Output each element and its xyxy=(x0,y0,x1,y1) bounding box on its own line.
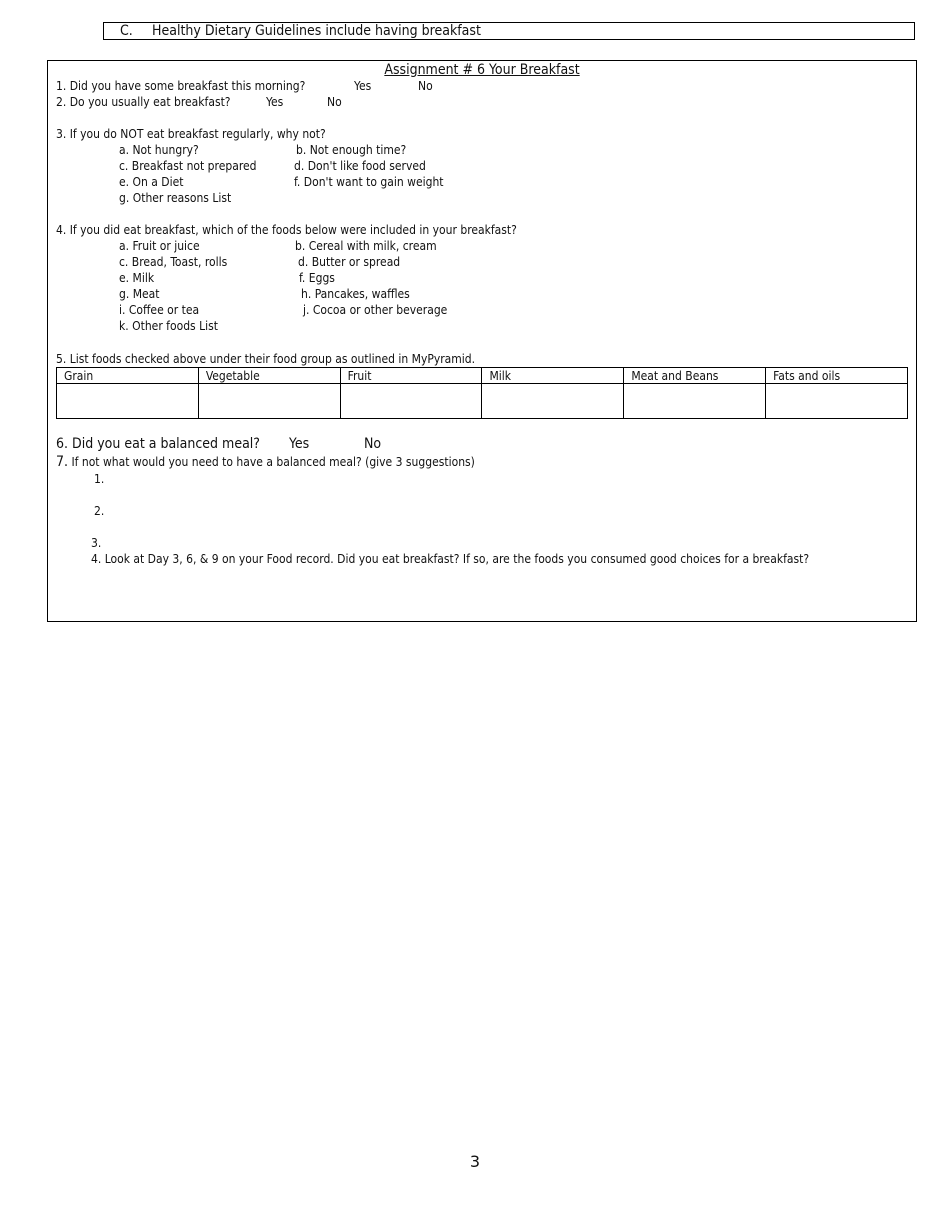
meat-and-beans-entry-cell[interactable] xyxy=(624,384,766,419)
page-number: 3 xyxy=(469,1152,481,1171)
q4-option-j[interactable]: j. Cocoa or other beverage xyxy=(303,303,448,317)
assignment-title: Assignment # 6 Your Breakfast xyxy=(384,62,580,78)
column-fruit: Fruit xyxy=(340,368,482,384)
q3-option-g[interactable]: g. Other reasons List xyxy=(119,191,232,205)
column-grain: Grain xyxy=(57,368,199,384)
column-meat-and-beans: Meat and Beans xyxy=(624,368,766,384)
q3-option-b[interactable]: b. Not enough time? xyxy=(296,143,407,157)
q4-option-h[interactable]: h. Pancakes, waffles xyxy=(301,287,410,301)
question-food-record: 4. Look at Day 3, 6, & 9 on your Food record. Did you eat breakfast? If so, are the foods you consumed good choices for a breakfast? xyxy=(91,552,810,566)
milk-entry-cell[interactable] xyxy=(482,384,624,419)
section-letter: C. xyxy=(120,23,133,39)
q4-option-b[interactable]: b. Cereal with milk, cream xyxy=(295,239,437,253)
column-milk: Milk xyxy=(482,368,624,384)
q4-option-d[interactable]: d. Butter or spread xyxy=(298,255,401,269)
q7-suggestion-2[interactable]: 2. xyxy=(94,504,105,518)
q6-no-option[interactable]: No xyxy=(364,436,382,452)
food-group-entry-row xyxy=(57,384,908,419)
q4-option-f[interactable]: f. Eggs xyxy=(299,271,335,285)
grain-entry-cell[interactable] xyxy=(57,384,199,419)
q7-suggestion-1[interactable]: 1. xyxy=(94,472,105,486)
q3-option-c[interactable]: c. Breakfast not prepared xyxy=(119,159,257,173)
column-vegetable: Vegetable xyxy=(198,368,340,384)
q4-option-a[interactable]: a. Fruit or juice xyxy=(119,239,200,253)
section-heading: Healthy Dietary Guidelines include having breakfast xyxy=(152,23,481,39)
q3-option-d[interactable]: d. Don't like food served xyxy=(294,159,426,173)
q2-yes-option[interactable]: Yes xyxy=(266,95,284,109)
fruit-entry-cell[interactable] xyxy=(340,384,482,419)
q4-option-c[interactable]: c. Bread, Toast, rolls xyxy=(119,255,228,269)
question-5: 5. List foods checked above under their food group as outlined in MyPyramid. xyxy=(56,352,476,366)
q6-yes-option[interactable]: Yes xyxy=(289,436,310,452)
question-6: 6. Did you eat a balanced meal? xyxy=(56,436,260,452)
section-heading-box xyxy=(103,22,915,40)
column-fats-and-oils: Fats and oils xyxy=(766,368,908,384)
question-1: 1. Did you have some breakfast this morning? xyxy=(56,79,306,93)
question-7 xyxy=(56,454,475,470)
assignment-box xyxy=(47,60,917,622)
question-4: 4. If you did eat breakfast, which of the foods below were included in your breakfast? xyxy=(56,223,517,237)
food-group-table xyxy=(56,367,908,419)
q3-option-a[interactable]: a. Not hungry? xyxy=(119,143,199,157)
vegetable-entry-cell[interactable] xyxy=(198,384,340,419)
fats-and-oils-entry-cell[interactable] xyxy=(766,384,908,419)
question-3: 3. If you do NOT eat breakfast regularly, why not? xyxy=(56,127,326,141)
q4-option-e[interactable]: e. Milk xyxy=(119,271,155,285)
q7-suggestion-3[interactable]: 3. xyxy=(91,536,102,550)
q4-option-g[interactable]: g. Meat xyxy=(119,287,160,301)
question-2: 2. Do you usually eat breakfast? xyxy=(56,95,231,109)
question-7-text: If not what would you need to have a balanced meal? (give 3 suggestions) xyxy=(71,455,475,469)
q2-no-option[interactable]: No xyxy=(327,95,342,109)
q1-yes-option[interactable]: Yes xyxy=(354,79,372,93)
question-7-number: 7. xyxy=(56,454,69,470)
q3-option-f[interactable]: f. Don't want to gain weight xyxy=(294,175,444,189)
q3-option-e[interactable]: e. On a Diet xyxy=(119,175,184,189)
food-group-header-row xyxy=(57,368,908,384)
q1-no-option[interactable]: No xyxy=(418,79,433,93)
q4-option-i[interactable]: i. Coffee or tea xyxy=(119,303,200,317)
q4-option-k[interactable]: k. Other foods List xyxy=(119,319,218,333)
